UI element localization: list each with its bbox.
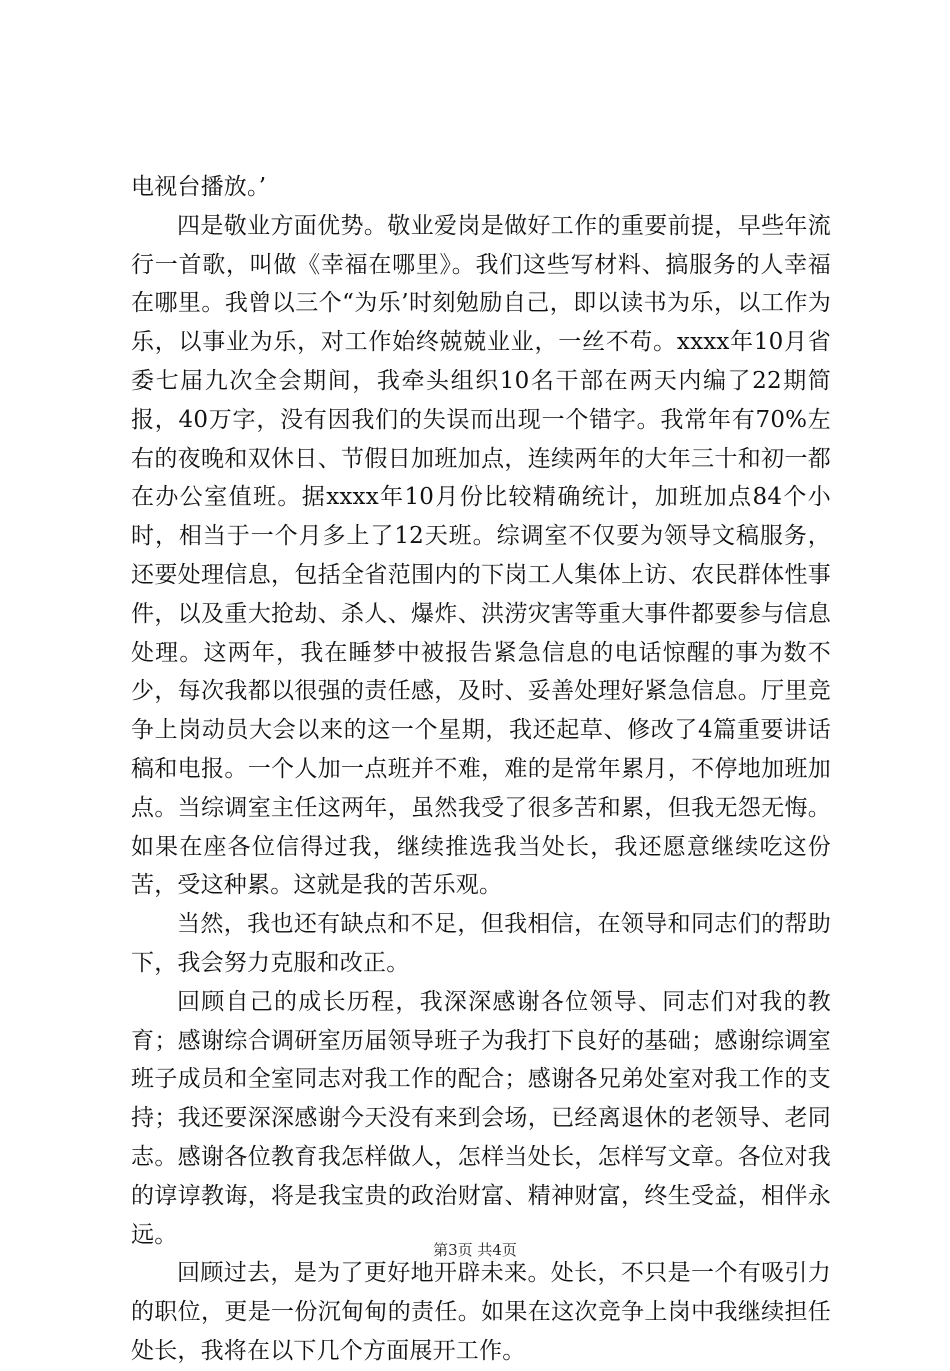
paragraph-future-plan: 回顾过去，是为了更好地开辟未来。处长，不只是一个有吸引力的职位，更是一份沉甸甸的责任。如果在这次竞争上岗中我继续担任处长，我将在以下几个方面展开工作。 xyxy=(131,1260,831,1364)
page-footer: 第3页 共4页 xyxy=(433,1241,517,1259)
document-body xyxy=(131,168,831,1371)
paragraph-dedication-advantage: 四是敬业方面优势。敬业爱岗是做好工作的重要前提，早些年流行一首歌，叫做《幸福在哪里》。我们这些写材料、搞服务的人幸福在哪里。我曾以三个“为乐’时刻勉励自己，即以读书为乐，以工作为乐，以事业为乐，对工作始终兢兢业业，一丝不苟。xxxx年10月省委七届九次全会期间，我牵头组织10名干部在两天内编了22期简报，40万字，没有因我们的失误而出现一个错字。我常年有70%左右的夜晚和双休日、节假日加班加点，连续两年的大年三十和初一都在办公室值班。据xxxx年10月份比较精确统计，加班加点84个小时，相当于一个月多上了12天班。综调室不仅要为领导文稿服务，还要处理信息，包括全省范围内的下岗工人集体上访、农民群体性事件，以及重大抢劫、杀人、爆炸、洪涝灾害等重大事件都要参与信息处理。这两年，我在睡梦中被报告紧急信息的电话惊醒的事为数不少，每次我都以很强的责任感，及时、妥善处理好紧急信息。厅里竞争上岗动员大会以来的这一个星期，我还起草、修改了4篇重要讲话稿和电报。一个人加一点班并不难，难的是常年累月，不停地加班加点。当综调室主任这两年，虽然我受了很多苦和累，但我无怨无悔。如果在座各位信得过我，继续推选我当处长，我还愿意继续吃这份苦，受这种累。这就是我的苦乐观。 xyxy=(131,212,831,899)
paragraph-gratitude: 回顾自己的成长历程，我深深感谢各位领导、同志们对我的教育；感谢综合调研室历届领导班子为我打下良好的基础；感谢综调室班子成员和全室同志对我工作的配合；感谢各兄弟处室对我工作的支持；我还要深深感谢今天没有来到会场，已经离退休的老领导、老同志。感谢各位教育我怎样做人，怎样当处长，怎样写文章。各位对我的谆谆教诲，将是我宝贵的政治财富、精神财富，终生受益，相伴永远。 xyxy=(131,988,831,1248)
paragraph-continuation: 电视台播放。’ xyxy=(131,174,267,200)
paragraph-shortcomings: 当然，我也还有缺点和不足，但我相信，在领导和同志们的帮助下，我会努力克服和改正。 xyxy=(131,911,831,976)
